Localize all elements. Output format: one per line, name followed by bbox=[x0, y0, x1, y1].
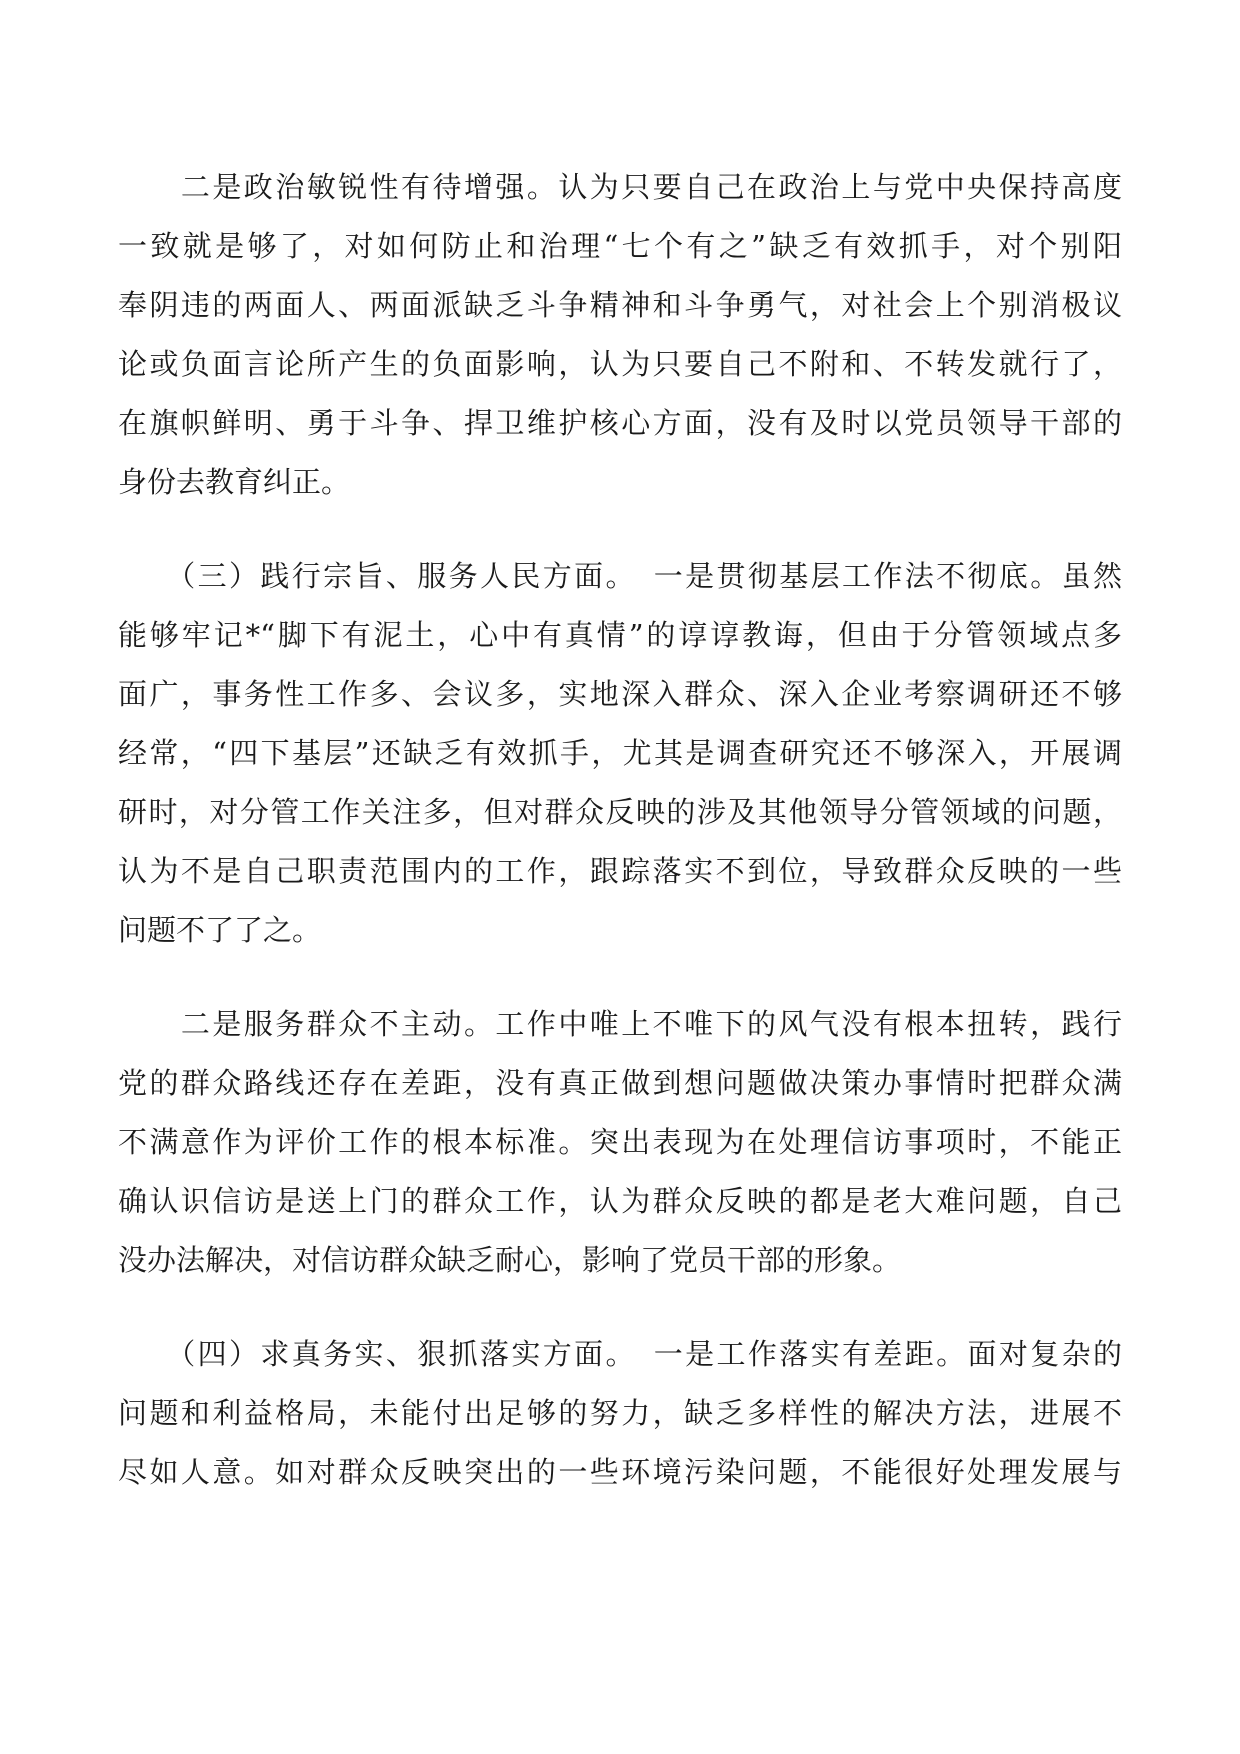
text-line: （三）践行宗旨、服务人民方面。 一是贯彻基层工作法不彻底。虽然 bbox=[118, 559, 1122, 593]
text-line: 不满意作为评价工作的根本标准。突出表现为在处理信访事项时，不能正 bbox=[118, 1125, 1122, 1159]
text-line: 没办法解决，对信访群众缺乏耐心，影响了党员干部的形象。 bbox=[118, 1243, 902, 1277]
text-line: 确认识信访是送上门的群众工作，认为群众反映的都是老大难问题，自己 bbox=[118, 1184, 1122, 1218]
text-line: 二是服务群众不主动。工作中唯上不唯下的风气没有根本扭转，践行 bbox=[118, 1007, 1122, 1041]
text-line: 问题和利益格局，未能付出足够的努力，缺乏多样性的解决方法，进展不 bbox=[118, 1396, 1122, 1430]
text-line: 认为不是自己职责范围内的工作，跟踪落实不到位，导致群众反映的一些 bbox=[118, 854, 1122, 888]
text-line: 身份去教育纠正。 bbox=[118, 465, 351, 499]
paragraph-section-three bbox=[118, 547, 1122, 960]
text-line: 经常，“四下基层”还缺乏有效抓手，尤其是调查研究还不够深入，开展调 bbox=[118, 736, 1122, 770]
text-line: 面广，事务性工作多、会议多，实地深入群众、深入企业考察调研还不够 bbox=[118, 677, 1122, 711]
paragraph-section-four bbox=[118, 1325, 1122, 1502]
text-line: 二是政治敏锐性有待增强。认为只要自己在政治上与党中央保持高度 bbox=[118, 170, 1122, 204]
text-line: 党的群众路线还存在差距，没有真正做到想问题做决策办事情时把群众满 bbox=[118, 1066, 1122, 1100]
text-line: 研时，对分管工作关注多，但对群众反映的涉及其他领导分管领域的问题， bbox=[118, 795, 1122, 829]
text-line: 论或负面言论所产生的负面影响，认为只要自己不附和、不转发就行了， bbox=[118, 347, 1122, 381]
paragraph-political-sensitivity bbox=[118, 158, 1122, 512]
text-line: 能够牢记*“脚下有泥土，心中有真情”的谆谆教诲，但由于分管领域点多 bbox=[118, 618, 1122, 652]
text-line: 尽如人意。如对群众反映突出的一些环境污染问题，不能很好处理发展与 bbox=[118, 1455, 1122, 1489]
paragraph-serving-masses bbox=[118, 995, 1122, 1290]
text-line: 奉阴违的两面人、两面派缺乏斗争精神和斗争勇气，对社会上个别消极议 bbox=[118, 288, 1122, 322]
text-line: 在旗帜鲜明、勇于斗争、捍卫维护核心方面，没有及时以党员领导干部的 bbox=[118, 406, 1122, 440]
document-page bbox=[118, 158, 1122, 1537]
text-line: 问题不了了之。 bbox=[118, 913, 322, 947]
text-line: （四）求真务实、狠抓落实方面。 一是工作落实有差距。面对复杂的 bbox=[118, 1337, 1122, 1371]
text-line: 一致就是够了，对如何防止和治理“七个有之”缺乏有效抓手，对个别阳 bbox=[118, 229, 1122, 263]
